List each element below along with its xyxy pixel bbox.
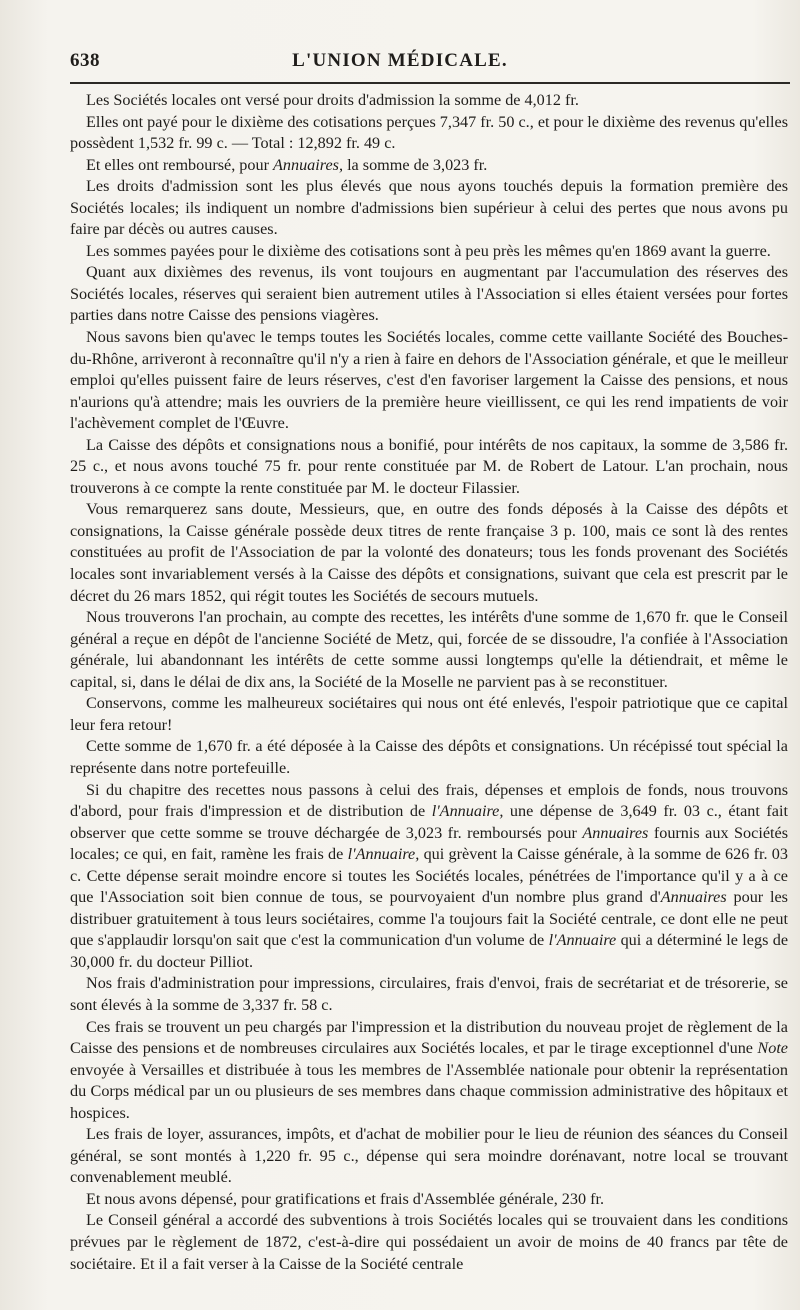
paragraph: Si du chapitre des recettes nous passons à celui des frais, dépenses et emplois de fonds, nous trouvons d'abord, pour frais d'impression et de distribution de l'Annuaire, une dépense de 3,649 fr. 03 c., étant fait observer que cette somme se trouve déchargée de 3,023 fr. remboursés pour Annuaires fournis aux Sociétés locales; ce qui, en fait, ramène les frais de l'Annuaire, qui grèvent la Caisse générale, à la somme de 626 fr. 03 c. Cette dépense serait moindre encore si toutes les Sociétés locales, pénétrées de l'importance qu'il y a à ce que l'Association soit bien connue de tous, se pourvoyaient d'un nombre plus grand d'Annuaires pour les distribuer gratuitement à tous leurs sociétaires, comme l'a toujours fait la Société centrale, ce dont elle ne peut que s'applaudir lorsqu'on sait que c'est la communication d'un volume de l'Annuaire qui a déterminé le legs de 30,000 fr. du docteur Pilliot. (70, 780, 789, 971)
header-rule (70, 82, 790, 84)
paragraph: Cette somme de 1,670 fr. a été déposée à la Caisse des dépôts et consignations. Un récépissé tout spécial la représente dans notre portefeuille. (70, 737, 788, 777)
paragraph: Nous trouverons l'an prochain, au compte des recettes, les intérêts d'une somme de 1,670 fr. que le Conseil général a reçue en dépôt de l'ancienne Société de Metz, qui, forcée de se dissoudre, l'a confiée à l'Association générale, lui abandonnant les intérêts de cette somme aussi longtemps qu'elle la détiendrait, et même le capital, si, dans le délai de dix ans, la Société de la Moselle ne parvient pas à se reconstituer. (70, 608, 788, 691)
paragraph: Les Sociétés locales ont versé pour droits d'admission la somme de 4,012 fr. (86, 91, 579, 109)
paragraph: La Caisse des dépôts et consignations nous a bonifié, pour intérêts de nos capitaux, la somme de 3,586 fr. 25 c., et nous avons touché 75 fr. pour rente constituée par M. de Robert de Latour. L'an prochain, nous trouverons à ce compte la rente constituée par M. le docteur Filassier. (70, 435, 788, 497)
body-text (70, 90, 788, 1290)
page-number: 638 (70, 50, 100, 71)
paragraph: Elles ont payé pour le dixième des cotisations perçues 7,347 fr. 50 c., et pour le dixième des revenus qu'elles possèdent 1,532 fr. 99 c. — Total : 12,892 fr. 49 c. (70, 112, 788, 153)
paragraph: Vous remarquerez sans doute, Messieurs, que, en outre des fonds déposés à la Caisse des dépôts et consignations, la Caisse générale possède deux titres de rente française 3 p. 100, mais ce sont là des rentes constituées au profit de l'Association de par la volonté des donateurs; tous les fonds provenant des Sociétés locales sont invariablement versés à la Caisse des dépôts et consignations, suivant que cela est prescrit par le décret du 26 mars 1852, qui régit toutes les Sociétés de secours mutuels. (70, 500, 788, 605)
paragraph: Les droits d'admission sont les plus élevés que nous ayons touchés depuis la formation première des Sociétés locales; ils indiquent un nombre d'admissions bien supérieur à celui des pertes que nous avons pu faire par décès ou autres causes. (70, 177, 788, 239)
paragraph: Conservons, comme les malheureux sociétaires qui nous ont été enlevés, l'espoir patriotique que ce capital leur fera retour! (70, 694, 788, 734)
paragraph: Nos frais d'administration pour impressions, circulaires, frais d'envoi, frais de secrétariat et de trésorerie, se sont élevés à la somme de 3,337 fr. 58 c. (70, 974, 788, 1014)
paragraph: Les sommes payées pour le dixième des cotisations sont à peu près les mêmes qu'en 1869 avant la guerre. (86, 241, 771, 260)
paragraph: Et elles ont remboursé, pour Annuaires, la somme de 3,023 fr. (86, 155, 488, 174)
paragraph: Ces frais se trouvent un peu chargés par l'impression et la distribution du nouveau projet de règlement de la Caisse des pensions et de nombreuses circulaires aux Sociétés locales, et par le tirage exceptionnel d'une Note envoyée à Versailles et distribuée à tous les membres de l'Assemblée nationale pour obtenir la représentation du Corps médical par un ou plusieurs de ses membres dans chaque commission administrative des hôpitaux et hospices. (70, 1017, 788, 1122)
paragraph: Quant aux dixièmes des revenus, ils vont toujours en augmentant par l'accumulation des réserves des Sociétés locales, réserves qui seraient bien autrement utiles à l'Association si elles étaient versées pour fortes parties dans notre Caisse des pensions viagères. (70, 263, 788, 325)
paragraph: Nous savons bien qu'avec le temps toutes les Sociétés locales, comme cette vaillante Société des Bouches-du-Rhône, arriveront à reconnaître qu'il n'y a rien à faire en dehors de l'Association générale, et que le meilleur emploi qu'elles puissent faire de leurs réserves, c'est d'en favoriser largement la Caisse des pensions, et nous n'aurions qu'à attendre; mais les ouvriers de la première heure vieillissent, ce qui les rend impatients de voir l'achèvement complet de l'Œuvre. (70, 328, 789, 433)
page-header (70, 44, 730, 78)
running-title: L'UNION MÉDICALE. (292, 50, 508, 71)
paragraph: Les frais de loyer, assurances, impôts, et d'achat de mobilier pour le lieu de réunion des séances du Conseil général, se sont montés à 1,220 fr. 95 c., dépense qui sera moindre dorénavant, notre local se trouvant convenablement meublé. (70, 1125, 788, 1187)
paragraph: Et nous avons dépensé, pour gratifications et frais d'Assemblée générale, 230 fr. (86, 1189, 605, 1208)
paragraph: Le Conseil général a accordé des subventions à trois Sociétés locales qui se trouvaient dans les conditions prévues par le règlement de 1872, c'est-à-dire qui possédaient un avoir de moins de 40 francs par tête de sociétaire. Et il a fait verser à la Caisse de la Société centrale (70, 1211, 788, 1273)
